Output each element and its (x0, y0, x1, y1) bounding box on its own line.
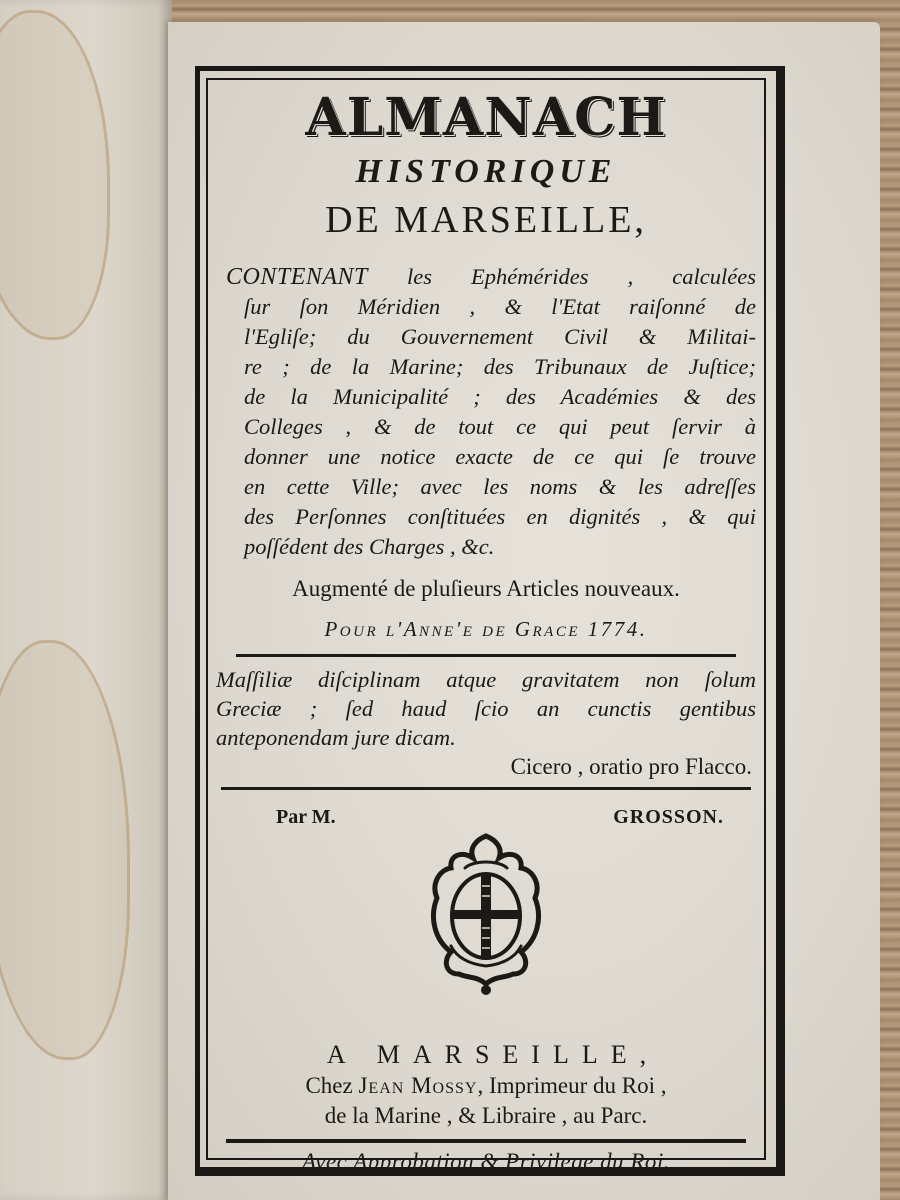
divider-rule (221, 787, 751, 790)
imprint-city: A MARSEILLE, (326, 1040, 660, 1069)
description-lead: CONTENANT (226, 264, 368, 290)
description-line: en cette Ville; avec les noms & les adreſſes (244, 474, 756, 499)
epigraph-line: anteponendam jure dicam. (216, 725, 456, 750)
printer-name: Jean Mossy (358, 1073, 478, 1098)
description-line: ſur ſon Méridien , & l'Etat raiſonné de (244, 294, 756, 319)
description-line: poſſédent des Charges , &c. (244, 534, 495, 559)
author-prefix: Par M. (276, 806, 336, 828)
description-line: Colleges , & de tout ce qui peut ſervir à (244, 414, 756, 439)
imprint-address-line: de la Marine , & Libraire , au Parc. (324, 1103, 648, 1128)
description-line: CONTENANT les Ephémérides , calculées (226, 264, 756, 290)
description-line: de la Municipalité ; des Académies & des (244, 384, 756, 409)
description-line: re ; de la Marine; des Tribunaux de Juſtice; (244, 354, 756, 379)
title-main: ALMANACH (305, 87, 667, 148)
description-block (212, 262, 760, 562)
epigraph-line: Greciæ ; ſed haud ſcio an cunctis gentibus (216, 696, 756, 721)
author-line (212, 804, 760, 830)
royal-privilege: Avec Approbation & Privilege du Roi. (301, 1149, 671, 1174)
author-name: GROSSON. (613, 806, 724, 828)
divider-rule (226, 1139, 746, 1143)
water-stain (0, 10, 110, 340)
imprint-printer-line: Chez Jean Mossy, Imprimeur du Roi , (305, 1073, 667, 1098)
title-city: DE MARSEILLE, (325, 199, 647, 241)
augment-note: Augmenté de pluſieurs Articles nouveaux. (292, 576, 680, 601)
water-stain (0, 640, 130, 1060)
epigraph (212, 665, 760, 781)
title-subtitle: HISTORIQUE (355, 153, 617, 190)
description-line: des Perſonnes conſtituées en dignités , & qui (244, 504, 756, 529)
year-line: Pour l'Anne'e de Grace 1774. (324, 617, 648, 641)
divider-rule (236, 654, 736, 657)
title-page-content (212, 84, 760, 1179)
coat-of-arms-icon (421, 828, 551, 998)
epigraph-attribution: Cicero , oratio pro Flacco. (510, 754, 752, 779)
left-page-facing (0, 0, 172, 1200)
epigraph-line: Maſſiliæ diſciplinam atque gravitatem non ſolum (216, 667, 756, 692)
description-line: donner une notice exacte de ce qui ſe trouve (244, 444, 756, 469)
description-line: l'Egliſe; du Gouvernement Civil & Militai- (244, 324, 756, 349)
